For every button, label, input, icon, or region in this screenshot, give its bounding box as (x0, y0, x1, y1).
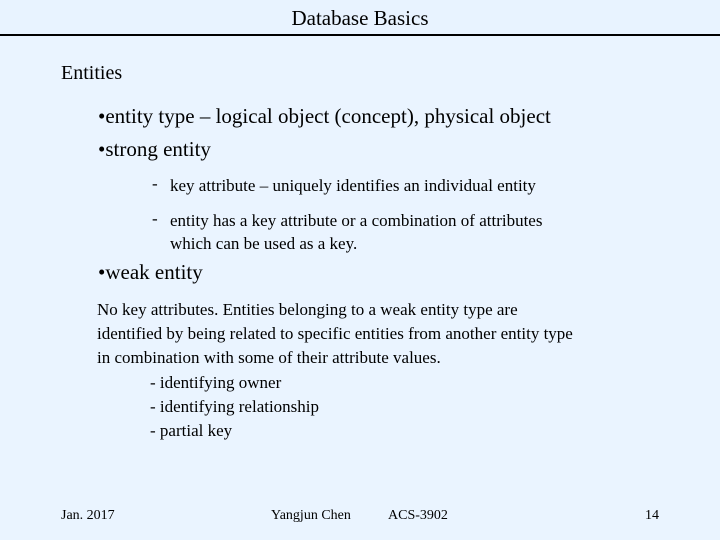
paragraph-line: in combination with some of their attribute values. (97, 348, 441, 367)
point-line: which can be used as a key. (170, 234, 358, 253)
weak-entity-items (150, 371, 319, 443)
footer-author: Yangjun Chen (271, 508, 351, 523)
paragraph-line: identified by being related to specific entities from another entity type (97, 324, 573, 343)
bullet-entity-type (98, 104, 551, 129)
list-item: - partial key (150, 421, 233, 440)
bullet-mark: • (98, 137, 106, 161)
bullet-weak-entity (98, 260, 203, 285)
point-line: key attribute – uniquely identifies an individual entity (170, 176, 536, 195)
bullet-text: entity type – logical object (concept), physical object (105, 104, 551, 128)
bullet-text: strong entity (105, 137, 211, 161)
dash-marker: - (152, 209, 158, 228)
point-lines (170, 209, 542, 255)
dash-marker: - (152, 174, 158, 193)
bullet-mark: • (98, 260, 106, 284)
section-heading: Entities (61, 62, 123, 84)
bullet-strong-entity (98, 137, 211, 162)
bullet-text: weak entity (105, 260, 203, 284)
title-bar (0, 0, 720, 36)
footer-date: Jan. 2017 (61, 508, 115, 523)
list-item: - identifying owner (150, 373, 282, 392)
slide-title: Database Basics (291, 6, 429, 30)
footer-course: ACS-3902 (388, 508, 448, 523)
footer-page-number: 14 (645, 508, 659, 523)
bullet-mark: • (98, 104, 106, 128)
paragraph-line: No key attributes. Entities belonging to a weak entity type are (97, 300, 518, 319)
point-line: entity has a key attribute or a combination of attributes (170, 211, 543, 230)
list-item: - identifying relationship (150, 397, 320, 416)
weak-entity-paragraph (97, 298, 697, 370)
